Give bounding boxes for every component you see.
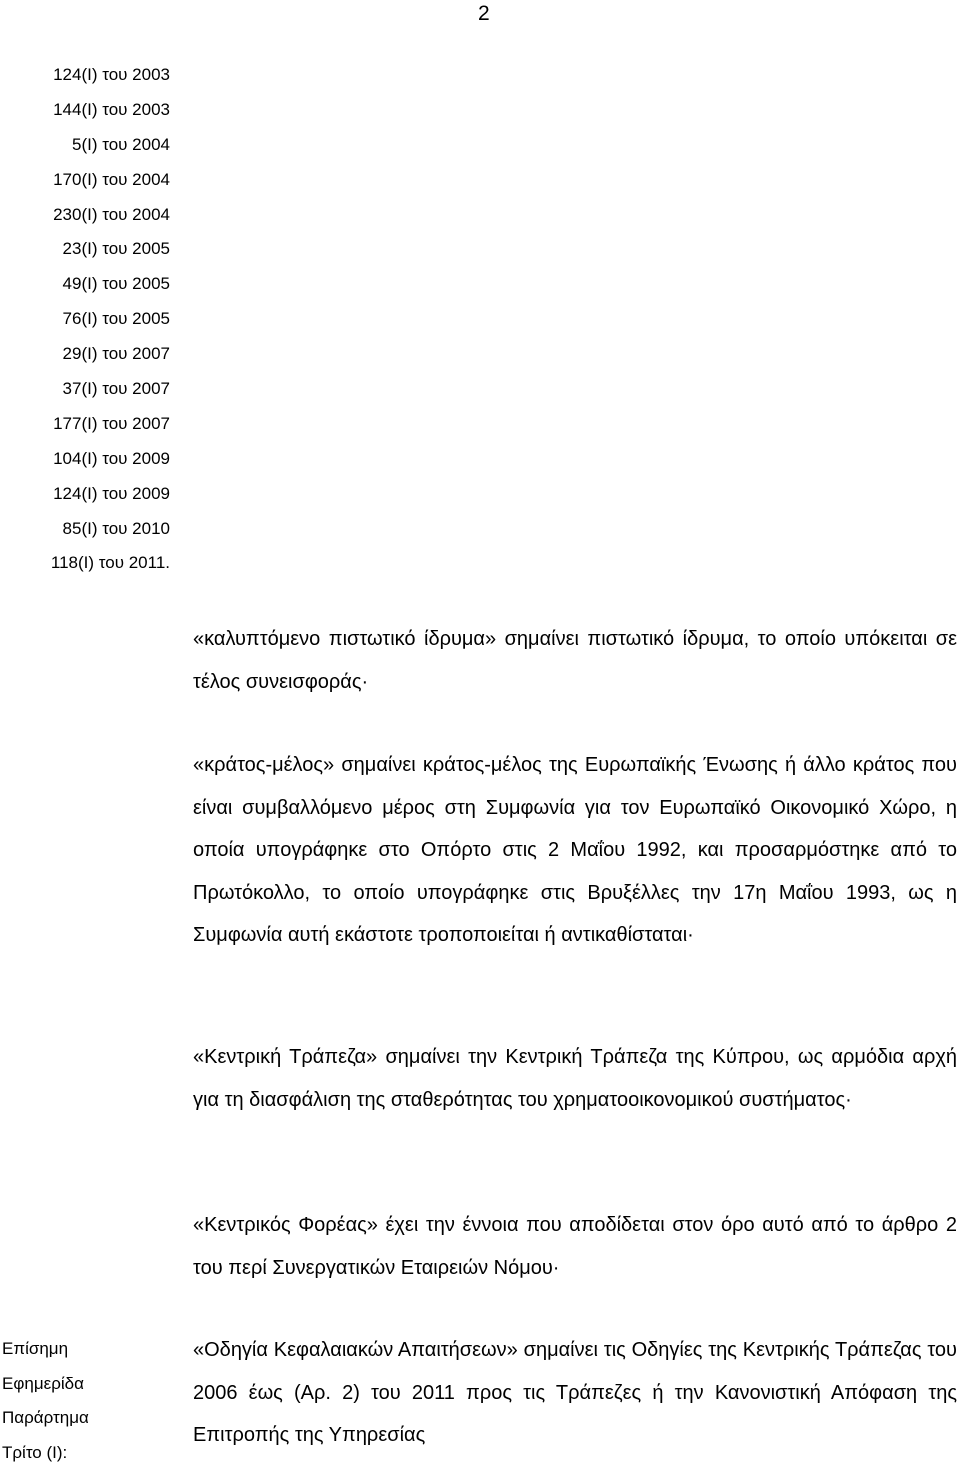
law-references-column [0,58,170,581]
definition-capital-requirements-directive: «Οδηγία Κεφαλαιακών Απαιτήσεων» σημαίνει τις Οδηγίες της Κεντρικής Τράπεζας του 2006 έως (Αρ. 2) του 2011 προς τις Τράπεζες ή την Κανονιστική Απόφαση της Επιτροπής της Υπηρεσίας [193,1329,957,1457]
margin-note-line: Τρίτο (Ι): [2,1436,152,1470]
law-reference: 104(Ι) του 2009 [0,442,170,477]
definition-central-body: «Κεντρικός Φορέας» έχει την έννοια που αποδίδεται στον όρο αυτό από το άρθρο 2 του περί Συνεργατικών Εταιρειών Νόμου· [193,1204,957,1289]
law-reference: 170(Ι) του 2004 [0,163,170,198]
law-reference: 76(Ι) του 2005 [0,302,170,337]
law-reference: 124(Ι) του 2003 [0,58,170,93]
law-reference: 23(Ι) του 2005 [0,232,170,267]
law-reference: 37(Ι) του 2007 [0,372,170,407]
margin-note-line: Εφημερίδα [2,1367,152,1402]
definition-central-bank: «Κεντρική Τράπεζα» σημαίνει την Κεντρική Τράπεζα της Κύπρου, ως αρμόδια αρχή για τη διασφάλιση της σταθερότητας του χρηματοοικονομικού συστήματος· [193,1036,957,1121]
official-gazette-margin-note [2,1332,152,1470]
margin-note-line: Παράρτημα [2,1401,152,1436]
definition-member-state: «κράτος-μέλος» σημαίνει κράτος-μέλος της Ευρωπαϊκής Ένωσης ή άλλο κράτος που είναι συμβαλλόμενο μέρος στη Συμφωνία για τον Ευρωπαϊκό Οικονομικό Χώρο, η οποία υπογράφηκε στο Οπόρτο στις 2 Μαΐου 1992, και προσαρμόστηκε από το Πρωτόκολλο, το οποίο υπογράφηκε στις Βρυξέλλες την 17η Μαΐου 1993, ως η Συμφωνία αυτή εκάστοτε τροποποιείται ή αντικαθίσταται· [193,744,957,957]
margin-note-line: Επίσημη [2,1332,152,1367]
page-number: 2 [478,2,490,26]
law-reference: 144(Ι) του 2003 [0,93,170,128]
law-reference: 29(Ι) του 2007 [0,337,170,372]
law-reference: 5(Ι) του 2004 [0,128,170,163]
law-reference: 230(Ι) του 2004 [0,198,170,233]
law-reference: 118(Ι) του 2011. [0,546,170,581]
law-reference: 177(Ι) του 2007 [0,407,170,442]
law-reference: 49(Ι) του 2005 [0,267,170,302]
law-reference: 124(Ι) του 2009 [0,477,170,512]
definition-covered-credit-institution: «καλυπτόμενο πιστωτικό ίδρυμα» σημαίνει πιστωτικό ίδρυμα, το οποίο υπόκειται σε τέλος συνεισφοράς· [193,618,957,703]
law-reference: 85(Ι) του 2010 [0,512,170,547]
